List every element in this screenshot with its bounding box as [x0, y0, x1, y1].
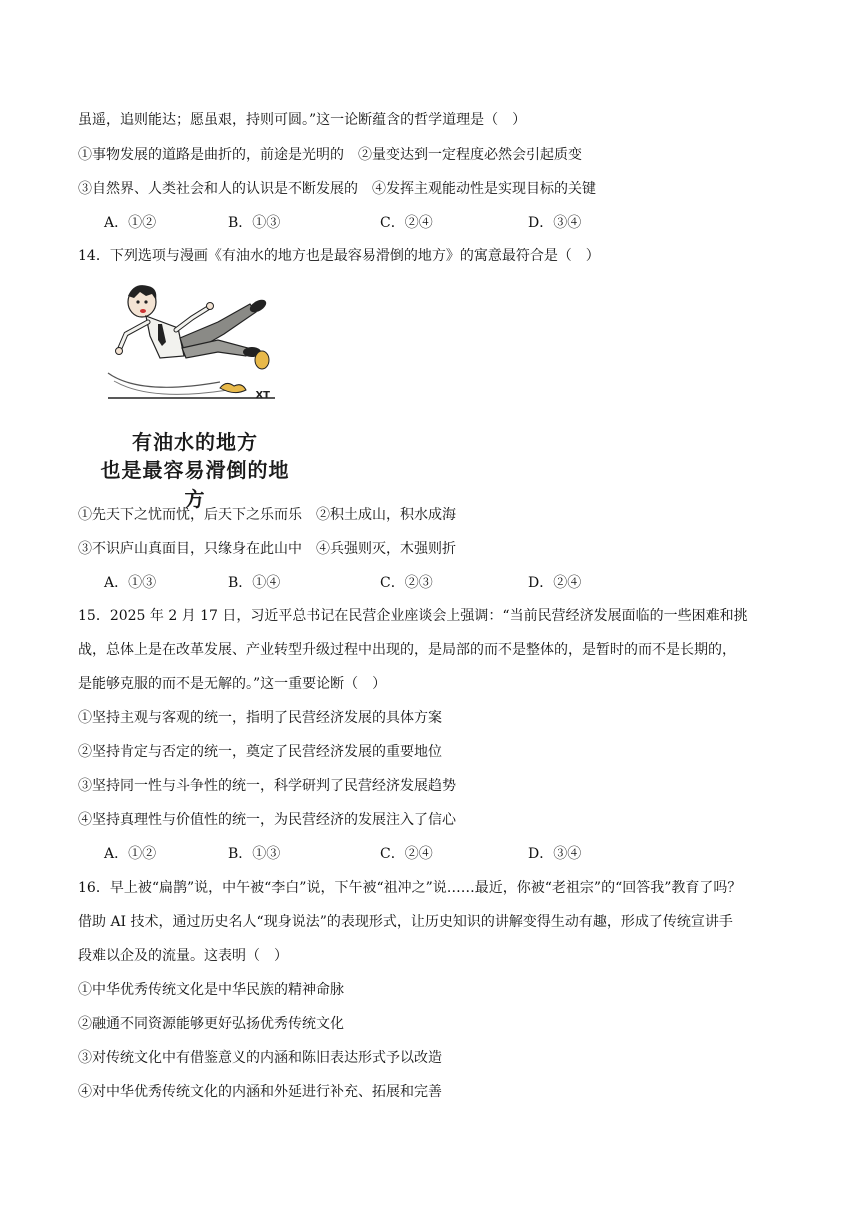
q13-choice-a[interactable]: A．①②: [104, 215, 157, 231]
cartoon-signature: XT: [255, 390, 270, 401]
cartoon-caption-line-1: 有油水的地方: [132, 430, 258, 454]
q13-options-line-1: ①事物发展的道路是曲折的，前途是光明的 ②量变达到一定程度必然会引起质变: [78, 147, 582, 163]
q15-stem-line-1: 15．2025 年 2 月 17 日，习近平总书记在民营企业座谈会上强调：“当前民营经济发展面临的一些困难和挑: [78, 608, 748, 624]
q13-choice-b[interactable]: B．①③: [228, 215, 281, 231]
q16-option-1: ①中华优秀传统文化是中华民族的精神命脉: [78, 982, 344, 998]
q14-options-line-2: ③不识庐山真面目，只缘身在此山中 ④兵强则灭，木强则折: [78, 541, 456, 557]
q15-option-1: ①坚持主观与客观的统一，指明了民营经济发展的具体方案: [78, 710, 442, 726]
q15-choice-a[interactable]: A．①②: [104, 846, 157, 862]
q14-stem: 14．下列选项与漫画《有油水的地方也是最容易滑倒的地方》的寓意最符合是（ ）: [78, 248, 600, 264]
q16-option-4: ④对中华优秀传统文化的内涵和外延进行补充、拓展和完善: [78, 1084, 442, 1100]
q14-options-line-1: ①先天下之忧而忧，后天下之乐而乐 ②积土成山，积水成海: [78, 507, 456, 523]
q14-choice-a[interactable]: A．①③: [104, 575, 157, 591]
q14-cartoon: [100, 278, 290, 511]
q15-choices: [104, 844, 704, 864]
cartoon-caption-line-2: 也是最容易滑倒的地方: [100, 458, 290, 511]
q15-stem-line-3: 是能够克服的而不是无解的。”这一重要论断（ ）: [78, 676, 387, 692]
q16-stem-line-1: 16．早上被“扁鹊”说，中午被“李白”说，下午被“祖冲之”说……最近，你被“老祖宗”的“回答我”教育了吗？: [78, 880, 742, 896]
q14-choice-b[interactable]: B．①④: [228, 575, 281, 591]
q16-option-2: ②融通不同资源能够更好弘扬优秀传统文化: [78, 1016, 344, 1032]
q14-choice-c[interactable]: C．②③: [380, 575, 433, 591]
q15-option-2: ②坚持肯定与否定的统一，奠定了民营经济发展的重要地位: [78, 744, 442, 760]
q14-choice-d[interactable]: D．②④: [528, 575, 582, 591]
q15-stem-line-2: 战，总体上是在改革发展、产业转型升级过程中出现的，是局部的而不是整体的，是暂时的而不是长期的，: [78, 642, 736, 658]
q15-option-4: ④坚持真理性与价值性的统一，为民营经济的发展注入了信心: [78, 812, 456, 828]
q13-stem-continued: 虽遥，追则能达；愿虽艰，持则可圆。”这一论断蕴含的哲学道理是（ ）: [78, 112, 527, 128]
q15-option-3: ③坚持同一性与斗争性的统一，科学研判了民营经济发展趋势: [78, 778, 456, 794]
q16-stem-line-3: 段难以企及的流量。这表明（ ）: [78, 948, 288, 964]
q13-choice-c[interactable]: C．②④: [380, 215, 433, 231]
q13-options-line-2: ③自然界、人类社会和人的认识是不断发展的 ④发挥主观能动性是实现目标的关键: [78, 181, 596, 197]
q13-choices: [104, 213, 704, 233]
q16-option-3: ③对传统文化中有借鉴意义的内涵和陈旧表达形式予以改造: [78, 1050, 442, 1066]
q13-choice-d[interactable]: D．③④: [528, 215, 582, 231]
q16-stem-line-2: 借助 AI 技术，通过历史名人“现身说法”的表现形式，让历史知识的讲解变得生动有趣，形成了传统宣讲手: [78, 914, 733, 930]
q15-choice-b[interactable]: B．①③: [228, 846, 281, 862]
q15-choice-d[interactable]: D．③④: [528, 846, 582, 862]
q15-choice-c[interactable]: C．②④: [380, 846, 433, 862]
q14-choices: [104, 573, 704, 593]
